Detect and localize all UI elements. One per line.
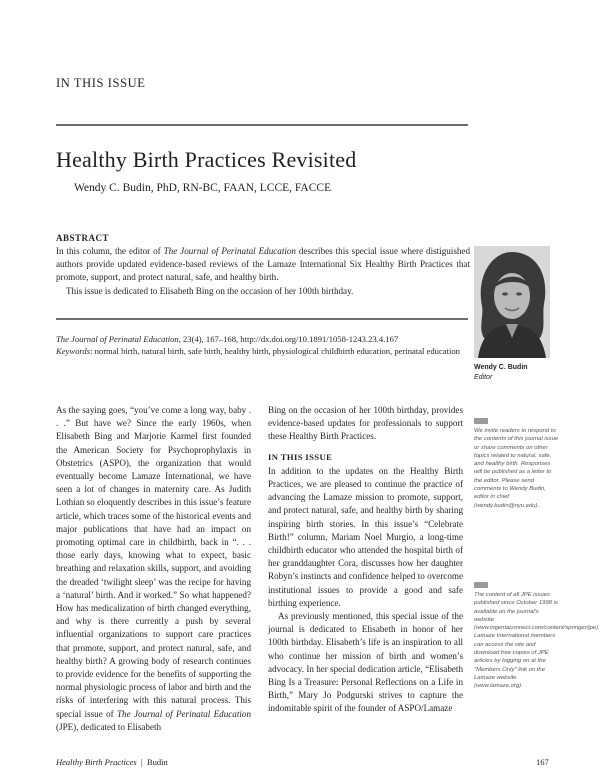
sidebar-note-text: We invite readers to respond to the contents of this journal issue or share comments on other topics related to natural, safe, and healthy birth. Responses will be published as a letter to the editor. Please send comments to Wendy Budin, editor in chief (wendy.budin@nyu.edu).: [474, 428, 559, 509]
keywords-list: : normal birth, natural birth, safe birth, healthy birth, physiological childbirth education, perinatal education: [90, 346, 460, 357]
keywords: [56, 345, 472, 357]
abstract-heading: ABSTRACT: [56, 233, 110, 243]
sidebar-note-reader-response: [474, 418, 560, 510]
body-paragraph: As previously mentioned, this special issue of the journal is dedicated to Elisabeth in honor of her 100th birthday. Elisabeth’s life is an inspiration to all who continue her mission of birth and women’s advocacy. In her special dedication article, “Elisabeth Bing Is a Treasure: Personal Reflections on a Life in Birth,” Mary Jo Podgurski strives to capture the indomitable spirit of the founder of ASPO/Lamaze: [268, 611, 463, 714]
citation: [56, 333, 472, 345]
footer-title: Healthy Birth Practices: [56, 757, 137, 767]
body-paragraph: [56, 404, 251, 734]
article-title: Healthy Birth Practices Revisited: [56, 147, 357, 172]
body-text-end: (JPE), dedicated to Elisabeth: [56, 721, 162, 732]
body-paragraph: In addition to the updates on the Healthy Birth Practices, we are pleased to continue the practice of advancing the Lamaze mission to promote, support, and protect natural, safe, and healthy birth by sharing inspiring birth stories. In this issue’s “Celebrate Birth!” column, Mariam Noel Murgio, a long-time childbirth educator who attended the hospital birth of her granddaughter Cora, discusses how her daughter Robyn’s instincts and confidence helped to overcome institutional issues to provide a good and safe birthing experience.: [268, 465, 463, 608]
footer-separator: |: [140, 757, 143, 767]
photo-caption-name: Wendy C. Budin: [474, 364, 528, 371]
body-paragraph: Bing on the occasion of her 100th birthday, provides evidence-based updates for professionals to support these Healthy Birth Practices.: [268, 405, 463, 442]
in-this-issue-heading: IN THIS ISSUE: [268, 451, 333, 462]
abstract-text: [56, 245, 470, 285]
sidebar-note-text: The content of all JPE issues published since October 1998 is available on the journal's website (www.ingentaconnect.com/content/springer/jpe). Lamaze International members can access the site and download free copies of JPE articles by logging on at the "Members Only" link on the Lamaze website (www.lamaze.org).: [474, 592, 600, 690]
body-column-1: [56, 404, 251, 734]
abstract-text-start: In this column, the editor of: [56, 246, 164, 256]
keywords-label: Keywords: [56, 346, 91, 357]
running-footer: [56, 757, 168, 767]
editor-portrait-icon: [474, 246, 550, 358]
footer-author: Budin: [146, 757, 168, 767]
abstract-rule: [56, 318, 468, 320]
abstract: [56, 245, 470, 298]
body-journal-name: The Journal of Perinatal Education: [116, 708, 251, 719]
body-text: As the saying goes, “you’ve come a long way, baby . . .” But have we? Since the early 1960s, when Elisabeth Bing and Marjorie Karmel first founded the American Society for Psychoprophylaxis in Obstetrics (ASPO), the organization that would eventually become Lamaze International, we have seen a lot of changes in maternity care. As Judith Lothian so eloquently describes in this issue’s feature article, which traces some of the historical events and major publications that have had an impact on promoting optimal care in childbirth, back in “. . . those early days, knowing what to expect, basic breathing and relaxation skills, support, and avoiding the dreaded ‘twilight sleep’ was the recipe for having a ‘natural’ birth. And it worked.” So what happened? How has medicalization of birth changed everything, and why is there currently a push by several influential organizations to support care practices that promote, support, and protect natural, safe, and healthy birth? A growing body of research continues to provide evidence for the benefits of supporting the normal physiologic process of labor and birth and the risks of interfering with this natural process. This special issue of: [56, 405, 251, 719]
abstract-journal-name: The Journal of Perinatal Education: [163, 246, 296, 256]
abstract-text-end: describes this special issue where distiguished authors provide updated evidence-based reviews of the Lamaze International Six Healthy Birth Practices that promote, support, and protect natural, safe, and healthy birth.: [56, 246, 470, 283]
citation-block: [56, 333, 472, 358]
body-column-2: [268, 404, 463, 716]
sidebar-note-journal-access: [474, 582, 600, 691]
note-marker-icon: [474, 418, 488, 424]
article-authors: Wendy C. Budin, PhD, RN-BC, FAAN, LCCE, FACCE: [74, 182, 332, 194]
editor-photo: [474, 246, 550, 358]
citation-details: , 23(4), 167–168, http://dx.doi.org/10.1891/1058-1243.23.4.167: [178, 334, 399, 344]
page-number: 167: [536, 757, 549, 767]
citation-journal: The Journal of Perinatal Education: [56, 334, 179, 344]
note-marker-icon: [474, 582, 488, 588]
dedication-text: This issue is dedicated to Elisabeth Bing on the occasion of her 100th birthday.: [66, 285, 354, 296]
photo-caption-role: Editor: [474, 374, 493, 381]
title-rule: [56, 124, 468, 126]
section-label: IN THIS ISSUE: [56, 76, 146, 90]
